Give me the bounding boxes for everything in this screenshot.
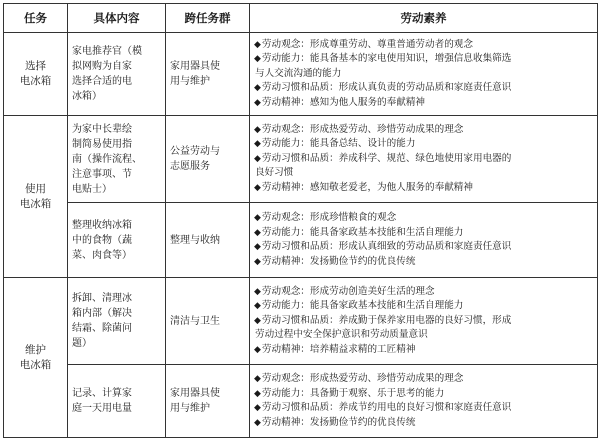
literacy-item: ◆劳动习惯和品质：养成节约用电的良好习惯和家庭责任意识: [254, 402, 512, 414]
literacy-item: ◆劳动观念：形成珍惜粮食的观念: [254, 212, 397, 224]
diamond-bullet-icon: ◆: [254, 153, 261, 164]
content-cell: [68, 116, 166, 203]
task-name-line: 选择: [25, 60, 46, 73]
diamond-bullet-icon: ◆: [254, 83, 261, 94]
literacy-item: ◆劳动观念：形成热爱劳动、珍惜劳动成果的理念: [254, 373, 464, 385]
literacy-cell: [250, 365, 598, 438]
group-cell: [166, 33, 250, 116]
content-line: 家电推荐官（模: [72, 46, 142, 58]
group-line: 志愿服务: [170, 161, 210, 173]
content-line: 记录、计算家: [72, 388, 132, 400]
diamond-bullet-icon: ◆: [254, 97, 261, 108]
content-cell: [68, 278, 166, 365]
diamond-bullet-icon: ◆: [254, 124, 261, 135]
group-cell: [166, 278, 250, 365]
header-content: 具体内容: [68, 4, 166, 33]
content-line: 拆卸、清理冰: [72, 293, 132, 305]
diamond-bullet-icon: ◆: [254, 227, 261, 238]
table-row: [4, 203, 598, 278]
table-row: [4, 365, 598, 438]
task-name-line: 电冰箱: [19, 75, 52, 88]
diamond-bullet-icon: ◆: [254, 403, 261, 414]
content-line: 制简易使用指: [72, 138, 132, 150]
group-line: 公益劳动与: [170, 146, 220, 158]
task-name-maintain: [4, 278, 68, 438]
content-line: 庭一天用电量: [72, 403, 132, 415]
content-line: 箱内部（解决: [72, 308, 132, 320]
diamond-bullet-icon: ◆: [254, 256, 261, 267]
task-name-line: 使用: [25, 182, 46, 195]
content-line: 拟网购为自家: [72, 61, 132, 73]
literacy-item: ◆劳动观念：形成尊重劳动、尊重普通劳动者的观念: [254, 38, 473, 50]
task-name-line: 电冰箱: [19, 197, 52, 210]
literacy-item: 劳动过程中安全保护意识和劳动质量意识: [255, 329, 428, 341]
content-line: 题）: [72, 338, 92, 350]
content-line: 电贴士）: [72, 183, 112, 195]
literacy-item: ◆劳动精神：培养精益求精的工匠精神: [254, 343, 416, 355]
literacy-cell: [250, 116, 598, 203]
content-line: 整理收纳冰箱: [72, 219, 132, 231]
header-task: 任务: [4, 4, 68, 33]
content-line: 冰箱）: [72, 91, 102, 103]
diamond-bullet-icon: ◆: [254, 54, 261, 65]
literacy-item: 良好习惯: [255, 167, 294, 179]
literacy-item: ◆劳动精神：发扬勤俭节约的优良传统: [254, 416, 416, 428]
content-cell: [68, 203, 166, 278]
diamond-bullet-icon: ◆: [254, 417, 261, 428]
header-literacy: 劳动素养: [250, 4, 598, 33]
group-cell: [166, 203, 250, 278]
task-name-use: [4, 116, 68, 278]
table-row: [4, 33, 598, 116]
literacy-item: ◆劳动观念：形成劳动创造美好生活的理念: [254, 285, 435, 297]
group-line: 清洁与卫生: [170, 315, 220, 327]
literacy-item: ◆劳动能力：能具备基本的家电使用知识，增强信息收集筛选: [254, 53, 512, 65]
literacy-item: ◆劳动习惯和品质：养成勤于保养家用电器的良好习惯，形成: [254, 314, 512, 326]
diamond-bullet-icon: ◆: [254, 286, 261, 297]
diamond-bullet-icon: ◆: [254, 344, 261, 355]
diamond-bullet-icon: ◆: [254, 388, 261, 399]
literacy-item: ◆劳动习惯和品质：形成认真负责的劳动品质和家庭责任意识: [254, 82, 512, 94]
diamond-bullet-icon: ◆: [254, 213, 261, 224]
literacy-cell: [250, 278, 598, 365]
group-line: 整理与收纳: [170, 234, 220, 246]
task-name-line: 维护: [25, 343, 46, 356]
literacy-item: 与人交流沟通的能力: [255, 67, 342, 79]
task-name-select: [4, 33, 68, 116]
diamond-bullet-icon: ◆: [254, 39, 261, 50]
diamond-bullet-icon: ◆: [254, 301, 261, 312]
diamond-bullet-icon: ◆: [254, 315, 261, 326]
content-line: 菜、肉食等）: [72, 249, 132, 261]
diamond-bullet-icon: ◆: [254, 242, 261, 253]
header-row: [4, 4, 598, 33]
group-cell: [166, 365, 250, 438]
literacy-item: ◆劳动习惯和品质：形成认真细致的劳动品质和家庭责任意识: [254, 241, 512, 253]
content-line: 注意事项、节: [72, 168, 132, 180]
group-line: 用与维护: [170, 76, 210, 88]
group-line: 用与维护: [170, 403, 210, 415]
group-cell: [166, 116, 250, 203]
task-name-line: 电冰箱: [19, 358, 52, 371]
content-line: 南（操作流程、: [72, 153, 142, 165]
labor-literacy-table: [3, 3, 598, 438]
content-line: 选择合适的电: [72, 76, 132, 88]
content-line: 为家中长辈绘: [72, 123, 132, 135]
header-cross-group: 跨任务群: [166, 4, 250, 33]
literacy-item: ◆劳动能力：能具备家政基本技能和生活自理能力: [254, 300, 464, 312]
literacy-item: ◆劳动习惯和品质：养成科学、规范、绿色地使用家用电器的: [254, 152, 512, 164]
literacy-item: ◆劳动能力：能具备总结、设计的能力: [254, 138, 416, 150]
content-line: 结霜、除菌问: [72, 323, 132, 335]
content-cell: [68, 365, 166, 438]
literacy-cell: [250, 33, 598, 116]
literacy-item: ◆劳动精神：感知敬老爱老，为他人服务的奉献精神: [254, 181, 473, 193]
table-row: [4, 116, 598, 203]
literacy-item: ◆劳动精神：感知为他人服务的奉献精神: [254, 96, 426, 108]
literacy-item: ◆劳动能力：具备勤于观察、乐于思考的能力: [254, 387, 445, 399]
group-line: 家用器具使: [170, 388, 220, 400]
literacy-cell: [250, 203, 598, 278]
diamond-bullet-icon: ◆: [254, 374, 261, 385]
literacy-item: ◆劳动能力：能具备家政基本技能和生活自理能力: [254, 226, 464, 238]
literacy-item: ◆劳动观念：形成热爱劳动、珍惜劳动成果的理念: [254, 123, 464, 135]
group-line: 家用器具使: [170, 61, 220, 73]
diamond-bullet-icon: ◆: [254, 139, 261, 150]
table-row: [4, 278, 598, 365]
content-line: 中的食物（蔬: [72, 234, 132, 246]
literacy-item: ◆劳动精神：发扬勤俭节约的优良传统: [254, 255, 416, 267]
diamond-bullet-icon: ◆: [254, 182, 261, 193]
content-cell: [68, 33, 166, 116]
